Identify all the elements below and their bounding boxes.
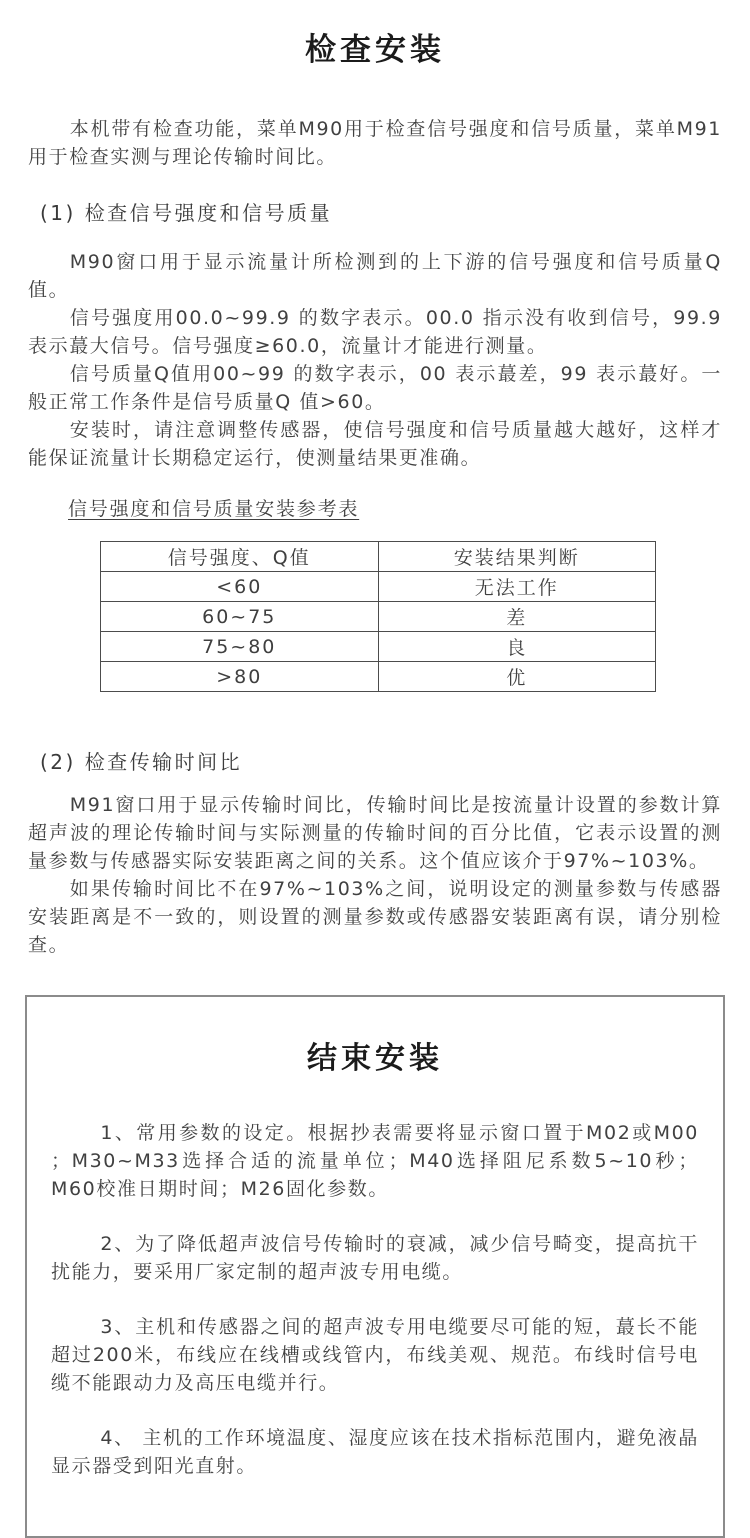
table-cell-result: 良 — [378, 632, 656, 662]
end-box-title: 结束安装 — [307, 1041, 443, 1076]
end-box-item-3: 3、主机和传感器之间的超声波专用电缆要尽可能的短，蕞长不能超过200米，布线应在线槽或线管内，布线美观、规范。布线时信号电缆不能跟动力及高压电缆并行。 — [51, 1316, 699, 1394]
end-box-item-4: 4、 主机的工作环境温度、湿度应该在技术指标范围内，避免液晶显示器受到阳光直射。 — [51, 1427, 699, 1477]
table-cell-range: 75~80 — [101, 632, 379, 662]
end-installation-box — [25, 995, 725, 1538]
table-cell-range: 60~75 — [101, 602, 379, 632]
section1-paragraph-3: 信号质量Q值用00~99 的数字表示，00 表示蕞差，99 表示蕞好。一般正常工作条件是信号质量Q 值>60。 — [28, 363, 722, 413]
table-cell-range: <60 — [101, 572, 379, 602]
section1-heading: (1) 检查信号强度和信号质量 — [40, 201, 333, 225]
table-cell-result: 优 — [378, 662, 656, 692]
section1-paragraph-1: M90窗口用于显示流量计所检测到的上下游的信号强度和信号质量Q值。 — [28, 251, 722, 301]
section2-paragraph-2: 如果传输时间比不在97%~103%之间，说明设定的测量参数与传感器安装距离是不一致的，则设置的测量参数或传感器安装距离有误，请分别检查。 — [28, 878, 722, 956]
table-header-result: 安装结果判断 — [378, 542, 656, 572]
table-cell-result: 无法工作 — [378, 572, 656, 602]
table-cell-result: 差 — [378, 602, 656, 632]
end-box-item-2: 2、为了降低超声波信号传输时的衰减，减少信号畸变，提高抗干扰能力，要采用厂家定制的超声波专用电缆。 — [51, 1233, 699, 1283]
intro-paragraph: 本机带有检查功能，菜单M90用于检查信号强度和信号质量，菜单M91用于检查实测与理论传输时间比。 — [28, 118, 722, 168]
table-row — [101, 662, 656, 692]
section1-paragraph-4: 安装时，请注意调整传感器，使信号强度和信号质量越大越好，这样才能保证流量计长期稳定运行，使测量结果更准确。 — [28, 419, 722, 469]
page-title: 检查安装 — [305, 32, 445, 68]
end-box-item-1: 1、常用参数的设定。根据抄表需要将显示窗口置于M02或M00 ；M30~M33选择合适的流量单位；M40选择阻尼系数5~10秒；M60校准日期时间；M26固化参数。 — [51, 1122, 699, 1200]
section2-heading: (2) 检查传输时间比 — [40, 750, 243, 774]
table-header-signal: 信号强度、Q值 — [101, 542, 379, 572]
table-cell-range: >80 — [101, 662, 379, 692]
signal-reference-table — [100, 541, 656, 692]
table-row — [101, 632, 656, 662]
table-row — [101, 602, 656, 632]
section1-paragraph-2: 信号强度用00.0~99.9 的数字表示。00.0 指示没有收到信号，99.9 表示蕞大信号。信号强度≥60.0，流量计才能进行测量。 — [28, 307, 722, 357]
table-caption: 信号强度和信号质量安装参考表 — [68, 498, 360, 520]
table-header-row — [101, 542, 656, 572]
table-row — [101, 572, 656, 602]
section2-paragraph-1: M91窗口用于显示传输时间比，传输时间比是按流量计设置的参数计算超声波的理论传输时间与实际测量的传输时间的百分比值，它表示设置的测量参数与传感器实际安装距离之间的关系。这个值应该介于97%~103%。 — [28, 794, 722, 872]
